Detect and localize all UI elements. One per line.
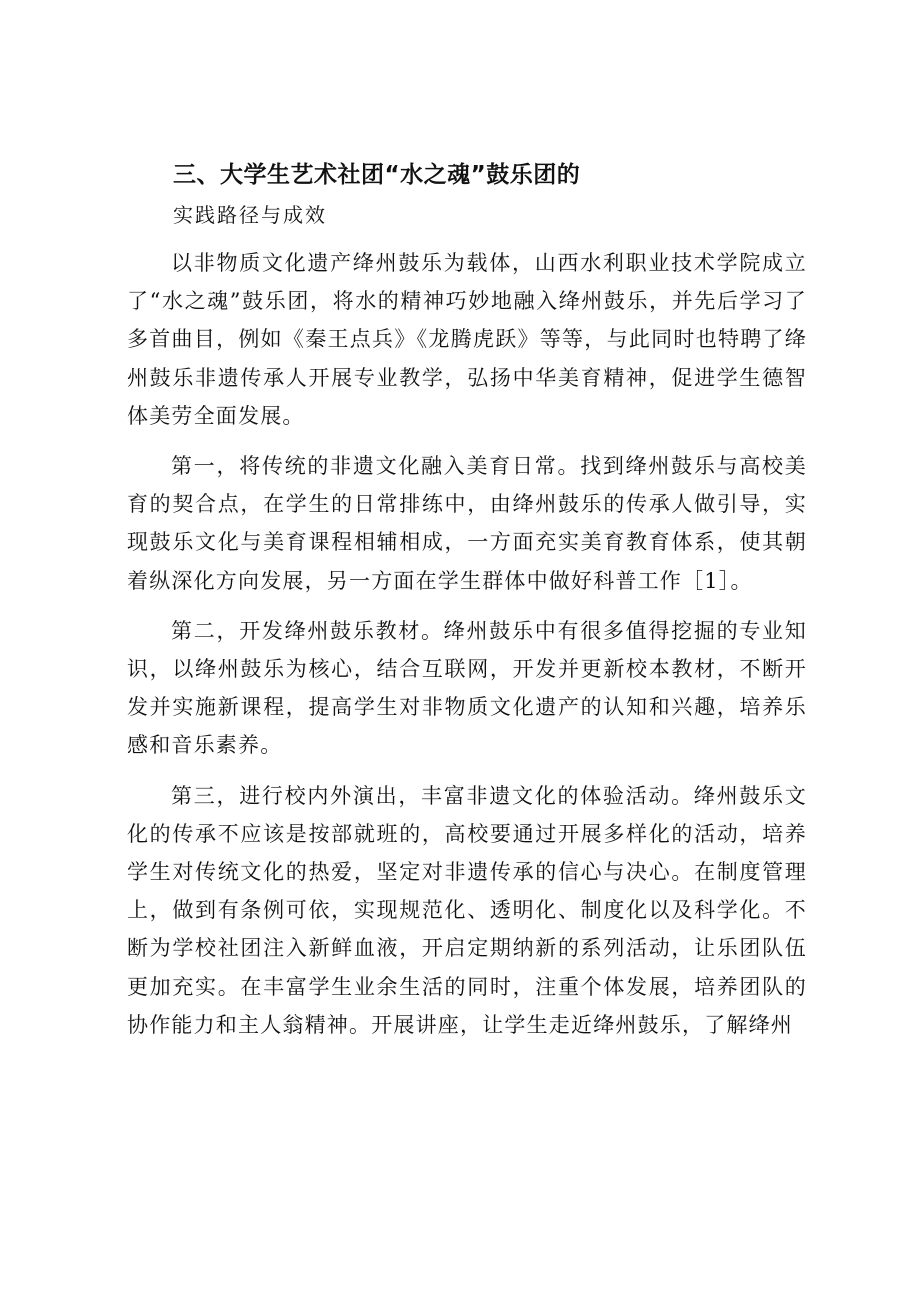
paragraph-intro: 以非物质文化遗产绛州鼓乐为载体，山西水利职业技术学院成立了“水之魂”鼓乐团，将水的精神巧妙地融入绛州鼓乐，并先后学习了多首曲目，例如《秦王点兵》《龙腾虎跃》等等，与此同时也特聘了绛州鼓乐非遗传承人开展专业教学，弘扬中华美育精神，促进学生德智体美劳全面发展。 (127, 251, 807, 428)
document-body (127, 160, 807, 1056)
section-heading: 三、大学生艺术社团“水之魂”鼓乐团的 (173, 162, 581, 188)
section-subheading: 实践路径与成效 (173, 203, 327, 227)
paragraph-second-point: 第二，开发绛州鼓乐教材。绛州鼓乐中有很多值得挖掘的专业知识，以绛州鼓乐为核心，结合互联网，开发并更新校本教材，不断开发并实施新课程，提高学生对非物质文化遗产的认知和兴趣，培养乐感和音乐素养。 (127, 618, 807, 758)
paragraph-third-point: 第三，进行校内外演出，丰富非遗文化的体验活动。绛州鼓乐文化的传承不应该是按部就班的，高校要通过开展多样化的活动，培养学生对传统文化的热爱，坚定对非遗传承的信心与决心。在制度管理上，做到有条例可依，实现规范化、透明化、制度化以及科学化。不断为学校社团注入新鲜血液，开启定期纳新的系列活动，让乐团队伍更加充实。在丰富学生业余生活的同时，注重个体发展，培养团队的协作能力和主人翁精神。开展讲座，让学生走近绛州鼓乐，了解绛州 (127, 783, 807, 1037)
paragraph-first-point: 第一，将传统的非遗文化融入美育日常。找到绛州鼓乐与高校美育的契合点，在学生的日常排练中，由绛州鼓乐的传承人做引导，实现鼓乐文化与美育课程相辅相成，一方面充实美育教育体系，使其朝着纵深化方向发展，另一方面在学生群体中做好科普工作［1］。 (127, 454, 807, 593)
